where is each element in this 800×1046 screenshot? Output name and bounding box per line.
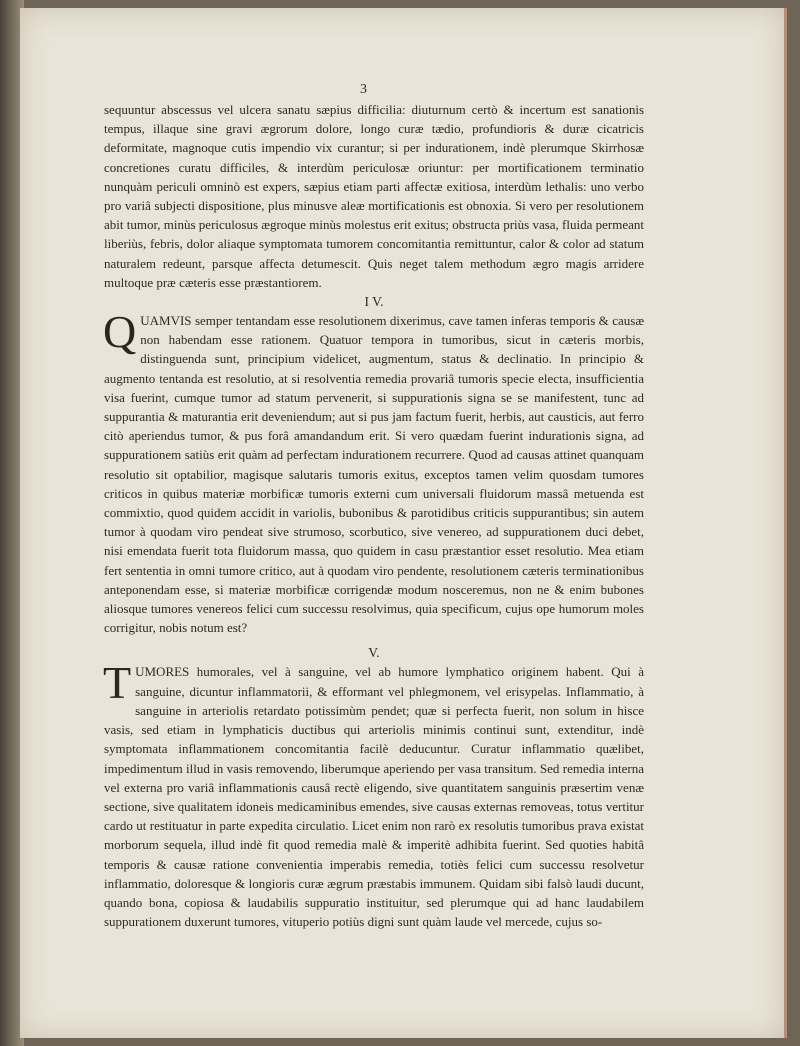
section-5-text: UMORES humorales, vel à sanguine, vel ab humore lymphatico originem habent. Qui à sanguine, dicuntur inflammatorii, & efformant vel phlegmonem, vel erisypelas. Inflammatio, à sanguine in arteriolis retardato potissimùm pendet; quæ si perfecta fuerit, non solum in hisce vasis, sed etiam in lymphaticis ductibus qui arteriolis minimis continui sunt, extenditur, indè symptomata inflammationem concomitantia facilè deducuntur. Curatur inflammatio quælibet, impedimentum illud in vasis removendo, liberumque aperiendo per vasa transitum. Sed remedia interna vel externa pro variâ inflammationis causâ rectè eligendo, sive quantitatem sanguinis præsertim venæ sectione, sive qualitatem idoneis medicaminibus emendes, sive causas externas removeas, totus vertitur cardo ut restituatur in parte expedita circulatio. Licet enim non rarò ex resolutis tumoribus prava existat morborum sequela, illud indè fit quod remedia malè & imperitè adhibita fuerint. Sed quoties habitâ temporis & causæ ratione convenientia imperabis remedia, totiès felici cum successu resolvetur inflammatio, doloresque & longioris curæ ægrum præstabis immunem. Quidam sibi falsò laudi ducunt, quando bona, copiosa & laudabilis suppuratio instituitur, sed plerumque qui ad hanc laudabilem suppurationem duxerunt tumores, vituperio potiùs digni sunt quàm laude vel mercede, cujus so-	[104, 664, 644, 930]
paragraph-continued: sequuntur abscessus vel ulcera sanatu sæpius difficilia: diuturnum certò & incertum est sanationis tempus, illaque sine gravi ægrorum dolore, longo curæ tædio, profundioris & duræ cicatricis deformitate, magnoque cutis impendio vix curantur; si per indurationem, indè plerumque Skirrhosæ concretiones curatu difficiles, & interdùm periculosæ oriuntur: per mortificationem terminatio nunquàm periculi omninò est expers, sæpius etiam parti affectæ exitiosa, interdùm lethalis: uno verbo pro variâ subjecti dispositione, plus minusve aleæ mortificationis est obnoxia. Si vero per resolutionem abit tumor, minùs periculosus ægroque minùs molestus erit exitus; obstructa priùs vasa, fluida permeant liberiùs, febris, dolor aliaque symptomata tumorem concomitantia remittuntur, calor & color ad statum naturalem redeunt, parsque affecta detumescit. Quis neget talem methodum ægro magis arridere multoque præ cæteris esse præstantiorem.	[104, 102, 644, 290]
page-number: 3	[360, 82, 367, 97]
page-text	[104, 100, 644, 931]
drop-cap-q: Q	[103, 306, 137, 358]
section-4-paragraph	[103, 306, 644, 637]
section-heading-4: I V.	[364, 294, 384, 310]
book-page	[20, 8, 787, 1038]
section-5-paragraph	[103, 657, 644, 931]
drop-cap-t: T	[103, 657, 132, 709]
section-heading-5: V.	[368, 645, 380, 661]
section-4-text: UAMVIS semper tentandam esse resolutionem dixerimus, cave tamen inferas temporis & causæ non habendam esse rationem. Quatuor tempora in tumoribus, sicut in cæteris morbis, distinguenda sunt, principium videlicet, augmentum, status & declinatio. In principio & augmento tentanda est resolutio, at si resolventia remedia provariâ tumoris specie electa, insufficientia visa fuerint, cumque tumor ad statum pervenerit, si suppurationis signa se se manifestent, tunc ad suppurantia & maturantia erit deveniendum; aut si pus jam factum fuerit, herbis, aut causticis, aut ferro citò aperiendus tumor, & pus forâ amandandum erit. Si vero quædam fuerint indurationis signa, ad suppurationem satiùs erit quàm ad perfectam indurationem recurrere. Quod ad causas attinet quanquam resolutio sit optabilior, magisque salutaris tumoris exitus, exceptos tamen velim quosdam tumores criticos in quibus materiæ morbificæ tumoris externi cum universali fluidorum massâ metuenda est commixtio, quod quidem accidit in variolis, bubonibus & parotidibus criticis suppurantibus; sin autem tumor à quodam viro pendeat sive strumoso, scorbutico, sive venereo, ad suppurationem duci debet, nisi emendata fuerit tota fluidorum massa, quo quidem in casu præstantior esset resolutio. Mea etiam fert sententia in omni tumore critico, aut à quodam viro pendente, resolutionem cæteris terminationibus anteponendam esse, si materiæ morbificæ corrigendæ modum nosceremus, non ne & enim bubones aliosque tumores venereos felici cum successu resolvimus, quia specificum, cujus ope humorum moles corrigitur, nobis notum est?	[104, 313, 644, 636]
